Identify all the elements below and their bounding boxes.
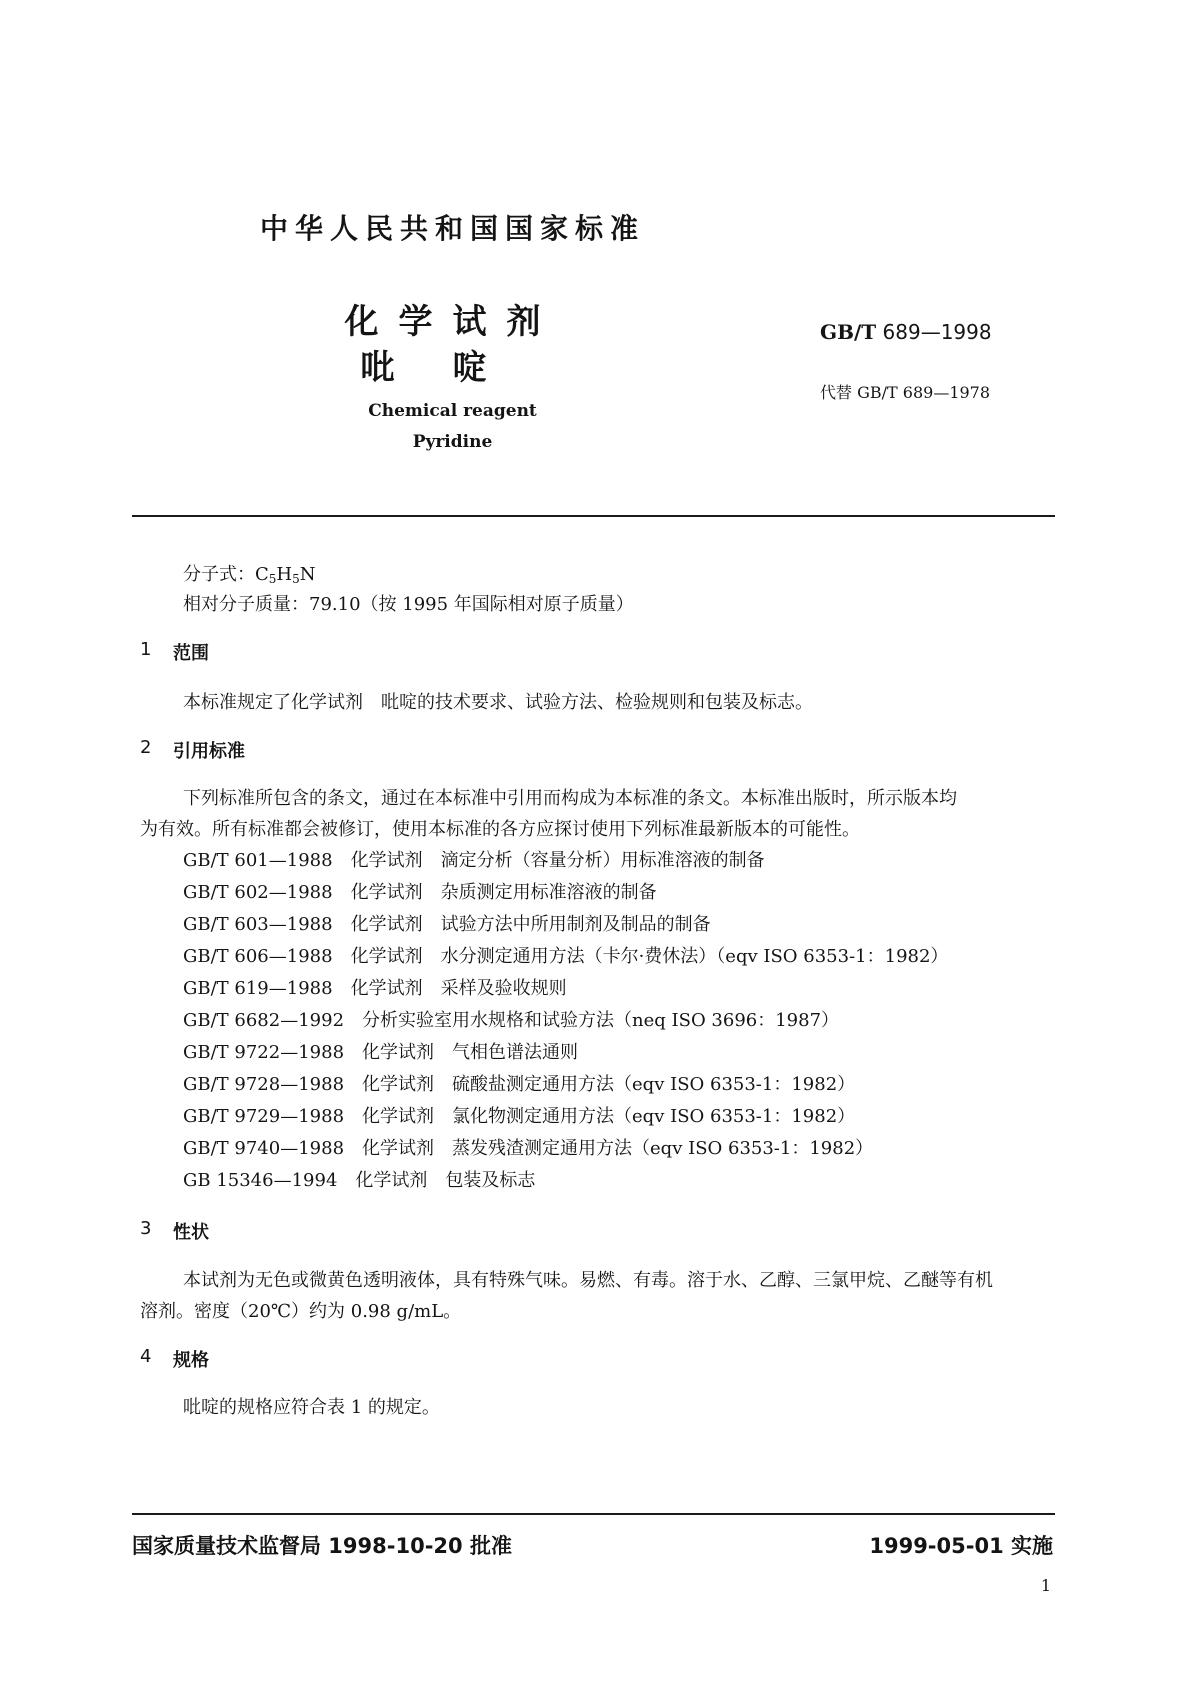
relative-molecular-mass: 相对分子质量：79.10（按 1995 年国际相对原子质量） [183, 594, 634, 615]
section-3-paragraph-line2: 溶剂。密度（20℃）约为 0.98 g/mL。 [140, 1301, 462, 1322]
section-2-number: 2 [140, 737, 152, 758]
replaces-standard: 代替 GB/T 689—1978 [820, 383, 991, 402]
reference-code: GB/T 9740—1988 [183, 1138, 345, 1159]
reference-code: GB/T 603—1988 [183, 914, 333, 935]
section-1-title: 范围 [173, 643, 209, 664]
reference-item [183, 1166, 535, 1192]
reference-code: GB/T 9728—1988 [183, 1074, 345, 1095]
english-title-line2: Pyridine [412, 432, 493, 452]
section-1-number: 1 [140, 639, 152, 660]
section-3-paragraph-line1: 本试剂为无色或微黄色透明液体，具有特殊气味。易燃、有毒。溶于水、乙醇、三氯甲烷、乙醚等有机 [183, 1270, 993, 1291]
reference-code: GB/T 9729—1988 [183, 1106, 345, 1127]
section-2-paragraph-line1: 下列标准所包含的条文，通过在本标准中引用而构成为本标准的条文。本标准出版时，所示版本均 [183, 788, 957, 809]
formula-h-subscript: 5 [292, 572, 300, 586]
reference-title: 化学试剂 硫酸盐测定通用方法（eqv ISO 6353-1：1982） [362, 1074, 856, 1095]
standard-number [820, 320, 992, 344]
reference-code: GB/T 601—1988 [183, 850, 333, 871]
section-4-number: 4 [140, 1346, 152, 1367]
english-title-line1: Chemical reagent [368, 401, 537, 421]
standard-number-value: 689—1998 [882, 320, 992, 344]
document-title-line1: 化学试剂 [344, 302, 561, 342]
reference-item [183, 942, 948, 968]
formula-c-subscript: 5 [268, 572, 277, 586]
reference-item [183, 1006, 839, 1032]
molecular-formula [183, 560, 316, 586]
reference-item [183, 910, 711, 936]
page-number: 1 [1040, 1576, 1051, 1595]
reference-code: GB/T 6682—1992 [183, 1010, 345, 1031]
section-3-title: 性状 [173, 1222, 209, 1243]
reference-item [183, 1038, 578, 1064]
reference-item [183, 878, 657, 904]
reference-item [183, 846, 765, 872]
reference-item [183, 1134, 873, 1160]
formula-n: N [299, 564, 316, 585]
reference-title: 化学试剂 氯化物测定通用方法（eqv ISO 6353-1：1982） [362, 1106, 856, 1127]
header-divider [132, 515, 1055, 517]
reference-code: GB/T 606—1988 [183, 946, 333, 967]
reference-code: GB/T 602—1988 [183, 882, 333, 903]
formula-h: H [276, 564, 293, 585]
implementation-date: 1999-05-01 实施 [869, 1534, 1053, 1558]
reference-title: 化学试剂 杂质测定用标准溶液的制备 [350, 882, 657, 903]
section-4-paragraph: 吡啶的规格应符合表 1 的规定。 [183, 1397, 440, 1418]
reference-title: 化学试剂 包装及标志 [355, 1170, 536, 1191]
reference-code: GB/T 619—1988 [183, 978, 333, 999]
reference-title: 化学试剂 滴定分析（容量分析）用标准溶液的制备 [350, 850, 765, 871]
reference-item [183, 974, 567, 1000]
section-1-paragraph: 本标准规定了化学试剂 吡啶的技术要求、试验方法、检验规则和包装及标志。 [183, 692, 813, 713]
reference-title: 分析实验室用水规格和试验方法（neq ISO 3696：1987） [362, 1010, 840, 1031]
formula-label: 分子式： [183, 564, 255, 585]
reference-title: 化学试剂 采样及验收规则 [350, 978, 567, 999]
section-3-number: 3 [140, 1218, 152, 1239]
approval-statement: 国家质量技术监督局 1998-10-20 批准 [132, 1534, 512, 1558]
document-title-line2: 吡啶 [360, 348, 545, 388]
section-2-title: 引用标准 [173, 741, 245, 762]
reference-title: 化学试剂 水分测定通用方法（卡尔·费休法）（eqv ISO 6353-1：1982） [350, 946, 949, 967]
section-4-title: 规格 [173, 1350, 209, 1371]
standard-code: GB/T [820, 320, 877, 344]
reference-code: GB/T 9722—1988 [183, 1042, 345, 1063]
reference-item [183, 1070, 855, 1096]
national-standard-title: 中华人民共和国国家标准 [259, 212, 645, 245]
reference-title: 化学试剂 蒸发残渣测定通用方法（eqv ISO 6353-1：1982） [362, 1138, 874, 1159]
formula-c: C [255, 564, 269, 585]
footer-divider [132, 1513, 1055, 1515]
reference-code: GB 15346—1994 [183, 1170, 338, 1191]
reference-title: 化学试剂 气相色谱法通则 [362, 1042, 579, 1063]
section-2-paragraph-line2: 为有效。所有标准都会被修订，使用本标准的各方应探讨使用下列标准最新版本的可能性。 [140, 819, 860, 840]
reference-item [183, 1102, 855, 1128]
reference-title: 化学试剂 试验方法中所用制剂及制品的制备 [350, 914, 711, 935]
